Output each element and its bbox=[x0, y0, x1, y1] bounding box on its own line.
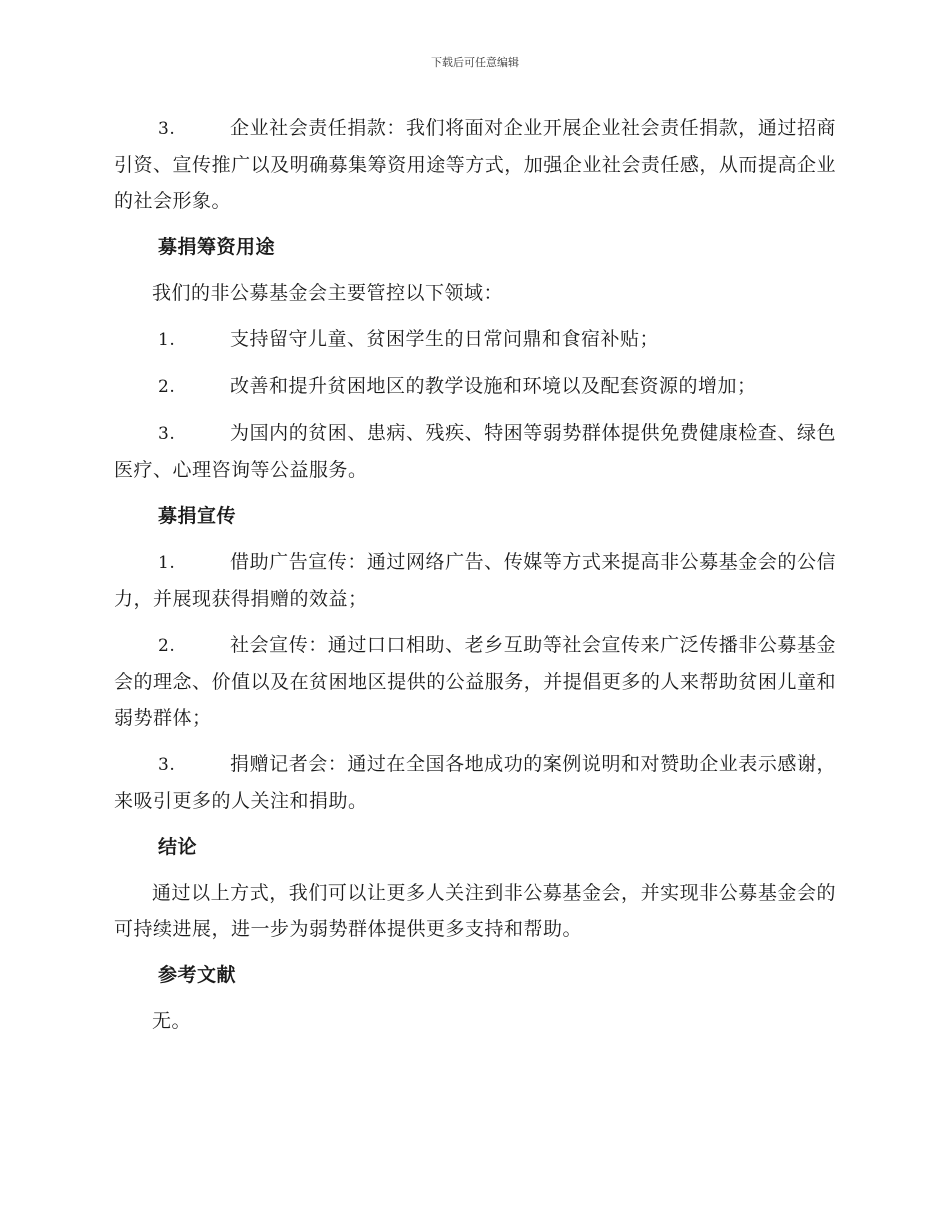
list-item-use-3 bbox=[114, 415, 836, 488]
document-body bbox=[114, 110, 836, 1049]
list-item-promo-2 bbox=[114, 627, 836, 736]
paragraph-conclusion: 通过以上方式，我们可以让更多人关注到非公募基金会，并实现非公募基金会的可持续进展，进一步为弱势群体提供更多支持和帮助。 bbox=[114, 882, 836, 940]
section-heading-conclusion: 结论 bbox=[158, 836, 198, 858]
list-number: 1. bbox=[158, 330, 176, 350]
paragraph-fund-use-intro: 我们的非公募基金会主要管控以下领域： bbox=[152, 282, 504, 304]
list-text: 支持留守儿童、贫困学生的日常问鼎和食宿补贴； bbox=[230, 328, 660, 350]
list-number: 1. bbox=[158, 553, 176, 573]
section-heading-promotion: 募捐宣传 bbox=[158, 505, 237, 527]
list-number: 3. bbox=[158, 755, 176, 775]
list-text: 改善和提升贫困地区的教学设施和环境以及配套资源的增加； bbox=[230, 375, 757, 397]
paragraph-references: 无。 bbox=[152, 1010, 192, 1032]
list-item-promo-3 bbox=[114, 746, 836, 819]
list-number: 3. bbox=[158, 119, 176, 139]
list-text: 借助广告宣传：通过网络广告、传媒等方式来提高非公募基金会的公信力，并展现获得捐赠的效益； bbox=[114, 551, 836, 610]
list-item-use-1 bbox=[114, 321, 836, 358]
list-text: 企业社会责任捐款：我们将面对企业开展企业社会责任捐款，通过招商引资、宣传推广以及明确募集筹资用途等方式，加强企业社会责任感，从而提高企业的社会形象。 bbox=[114, 117, 836, 212]
list-text: 捐赠记者会：通过在全国各地成功的案例说明和对赞助企业表示感谢，来吸引更多的人关注和捐助。 bbox=[114, 753, 836, 812]
list-item-use-2 bbox=[114, 368, 836, 405]
list-text: 为国内的贫困、患病、残疾、特困等弱势群体提供免费健康检查、绿色医疗、心理咨询等公益服务。 bbox=[114, 422, 836, 481]
list-number: 2. bbox=[158, 636, 176, 656]
section-heading-fund-use: 募捐筹资用途 bbox=[158, 236, 276, 258]
list-number: 2. bbox=[158, 377, 176, 397]
list-item-csr-donation bbox=[114, 110, 836, 219]
list-item-promo-1 bbox=[114, 544, 836, 617]
list-number: 3. bbox=[158, 424, 176, 444]
list-text: 社会宣传：通过口口相助、老乡互助等社会宣传来广泛传播非公募基金会的理念、价值以及在贫困地区提供的公益服务，并提倡更多的人来帮助贫困儿童和弱势群体； bbox=[114, 634, 836, 729]
page-header: 下载后可任意编辑 bbox=[431, 56, 519, 69]
section-heading-references: 参考文献 bbox=[158, 964, 237, 986]
